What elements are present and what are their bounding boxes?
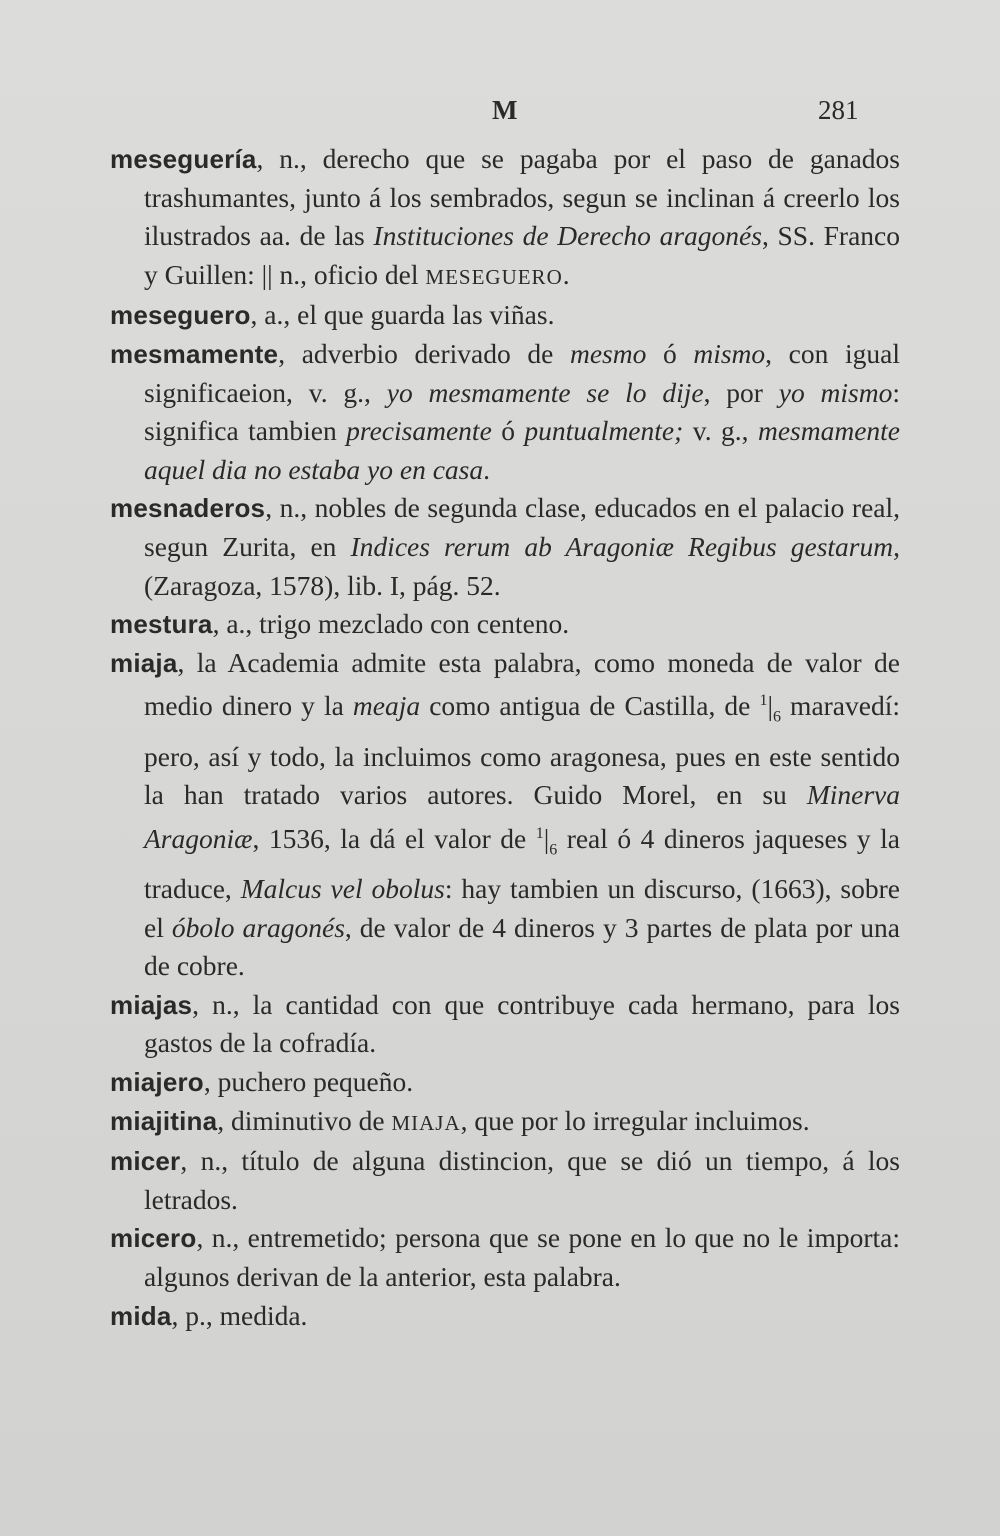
entry-headword: miajero [110,1066,204,1097]
entry-italic-text: Indices rerum ab Aragoniæ Regibus gestarum [350,530,894,562]
entry-headword: mida [110,1300,172,1331]
entry-text: , que por lo irregular incluimos. [460,1104,810,1136]
entry-italic-text: óbolo aragonés [171,911,345,943]
entry-text: : significa tambien [144,376,900,447]
entry-text: , con igual significaeion, v. g., [144,337,900,408]
entry-headword: mesmamente [110,338,279,369]
dictionary-entry [110,1102,900,1143]
dictionary-entry [110,1142,900,1219]
dictionary-entry [110,140,900,296]
entry-text: , n., entremetido; persona que se pone en lo que no le importa: algunos derivan de la anterior, esta palabra. [144,1222,900,1292]
entry-text: , (Zaragoza, 1578), lib. I, pág. 52. [144,530,900,601]
dictionary-entry [110,1063,900,1102]
entry-text: . [483,453,490,485]
entry-text: , de valor de 4 dineros y 3 partes de plata por una de cobre. [144,911,900,982]
entry-text: | [767,690,773,722]
entry-text: v. g., [683,415,758,447]
entry-headword: mesnaderos [110,493,266,524]
entry-italic-text: precisamente [346,415,492,447]
entry-text: , puchero pequeño. [203,1065,414,1097]
entry-text: real ó 4 dineros jaqueses y la traduce, [144,822,900,904]
fraction-denominator: 6 [772,708,781,726]
entry-text: . [562,258,570,290]
entry-italic-text: yo mesmamente se lo dije [386,376,704,408]
entry-headword: micero [110,1223,197,1254]
entry-italic-text: Minerva Aragoniæ [144,779,900,854]
entry-italic-text: mesmamente aquel dia no estaba yo en casa [144,415,900,485]
entry-text: ó [491,415,525,447]
entry-italic-text: Instituciones de Derecho aragonés [373,220,762,252]
fraction-numerator: 1 [535,824,544,842]
entry-text: ó [646,337,694,369]
dictionary-entry [110,335,900,489]
entry-text: , n., la cantidad con que contribuye cada hermano, para los gastos de la cofradía. [144,988,900,1059]
dictionary-entry [110,489,900,605]
entry-text: : hay tambien un discurso, (1663), sobre el [144,873,900,943]
entry-italic-text: puntualmente; [524,415,684,447]
entry-italic-text: meaja [352,690,421,722]
entry-text: , a., el que guarda las viñas. [250,299,555,331]
entry-text: , n., derecho que se pagaba por el paso de ganados trashumantes, junto á los sembrados, segun se inclinan á creerlo los ilustrados aa. de las [144,143,900,252]
entry-headword: miajas [110,989,193,1020]
entry-text: , p., medida. [171,1299,308,1331]
entry-italic-text: Malcus vel obolus [240,873,445,904]
entry-list [110,140,900,1335]
running-head [0,95,1000,135]
entry-headword: mestura [110,609,213,640]
page-number: 281 [818,95,859,125]
entry-italic-text: yo mismo [778,376,893,408]
entry-headword: miaja [110,647,178,678]
fraction-numerator: 1 [759,692,768,710]
entry-headword: meseguería [110,144,257,174]
dictionary-entry [110,986,900,1063]
entry-text: , n., título de alguna distincion, que se dió un tiempo, á los letrados. [144,1145,900,1215]
section-letter: M [492,95,518,125]
entry-headword: meseguero [110,300,251,331]
entry-text: , SS. Franco y Guillen: || n., oficio del [144,220,900,290]
dictionary-entry [110,1219,900,1296]
entry-headword: miajitina [110,1105,218,1136]
entry-text: como antigua de Castilla, de [420,690,760,722]
entry-text: , n., nobles de segunda clase, educados en el palacio real, segun Zurita, en [144,492,900,562]
entry-text: , a., trigo mezclado con centeno. [212,608,570,640]
entry-text: , diminutivo de [217,1104,392,1136]
entry-italic-text: mismo [693,337,766,369]
entry-text: maravedí: pero, así y todo, la incluimos como aragonesa, pues en este sentido la han tratado varios autores. Guido Morel, en su [144,690,900,811]
entry-text: , 1536, la dá el valor de [252,822,536,854]
entry-cross-reference: MIAJA [391,1110,461,1135]
dictionary-entry [110,644,900,986]
dictionary-entry [110,296,900,335]
dictionary-entry [110,1297,900,1336]
entry-headword: micer [110,1146,181,1177]
entry-text: , adverbio derivado de [278,337,570,369]
fraction-denominator: 6 [549,841,558,859]
entry-text: , la Academia admite esta palabra, como moneda de valor de medio dinero y la [144,646,900,722]
entry-cross-reference: MESEGUERO [425,264,563,289]
entry-text: | [543,822,550,854]
entry-italic-text: mesmo [569,337,647,369]
entry-text: , por [703,376,779,408]
dictionary-entry [110,605,900,644]
